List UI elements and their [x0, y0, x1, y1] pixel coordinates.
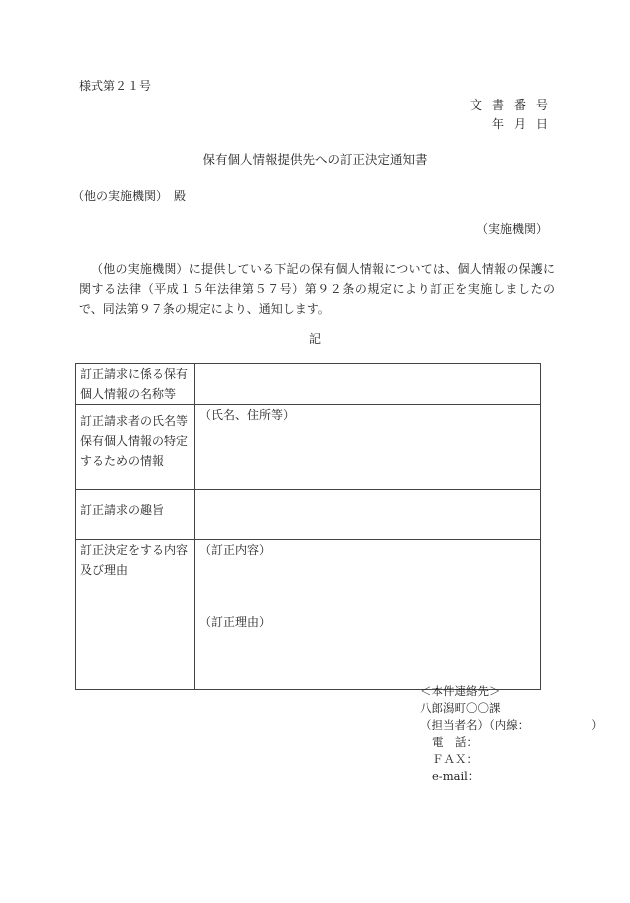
- contact-person-close: ）: [591, 718, 603, 732]
- row-content-info-name: [195, 364, 541, 405]
- row-label-info-name: 訂正請求に係る保有個人情報の名称等: [76, 364, 195, 405]
- row-content-purpose: [195, 490, 541, 540]
- correction-content-note: （訂正内容）: [199, 543, 272, 557]
- table-row: [76, 405, 541, 490]
- issuing-agency: （実施機関）: [475, 222, 548, 236]
- body-text: （他の実施機関）に提供している下記の保有個人情報については、個人情報の保護に関する法律（平成１５年法律第５７号）第９２条の規定により訂正を実施しましたので、同法第９７条の規定により、通知します。: [79, 262, 555, 316]
- contact-fax: ＦＡＸ：: [432, 752, 478, 766]
- details-table: [75, 363, 541, 690]
- row-content-requester: （氏名、住所等）: [195, 405, 541, 490]
- addressee: （他の実施機関） 殿: [72, 189, 187, 203]
- contact-heading: ＜本件連絡先＞: [420, 684, 501, 698]
- ki-heading: 記: [308, 332, 321, 346]
- correction-reason-note: （訂正理由）: [199, 615, 272, 629]
- row-label-decision: 訂正決定をする内容及び理由: [76, 540, 195, 690]
- row-label-purpose: 訂正請求の趣旨: [76, 490, 195, 540]
- row-label-requester: 訂正請求者の氏名等保有個人情報の特定するための情報: [76, 405, 195, 490]
- contact-block: [420, 683, 603, 785]
- document-title: 保有個人情報提供先への訂正決定通知書: [202, 152, 428, 167]
- row-content-decision: [195, 540, 541, 690]
- contact-person-label: （担当者名）（内線：: [420, 718, 530, 732]
- contact-department: 八郎潟町〇〇課: [420, 701, 501, 715]
- table-row: [76, 540, 541, 690]
- contact-phone: 電 話：: [432, 735, 478, 749]
- spacer: [199, 560, 536, 612]
- table-row: [76, 490, 541, 540]
- document-number-label: 文書番号: [469, 98, 558, 112]
- table-row: [76, 364, 541, 405]
- date-label: 年月日: [491, 117, 558, 131]
- contact-person: [420, 717, 603, 734]
- form-number: 様式第２１号: [79, 79, 152, 93]
- contact-email: e-mail：: [432, 769, 480, 783]
